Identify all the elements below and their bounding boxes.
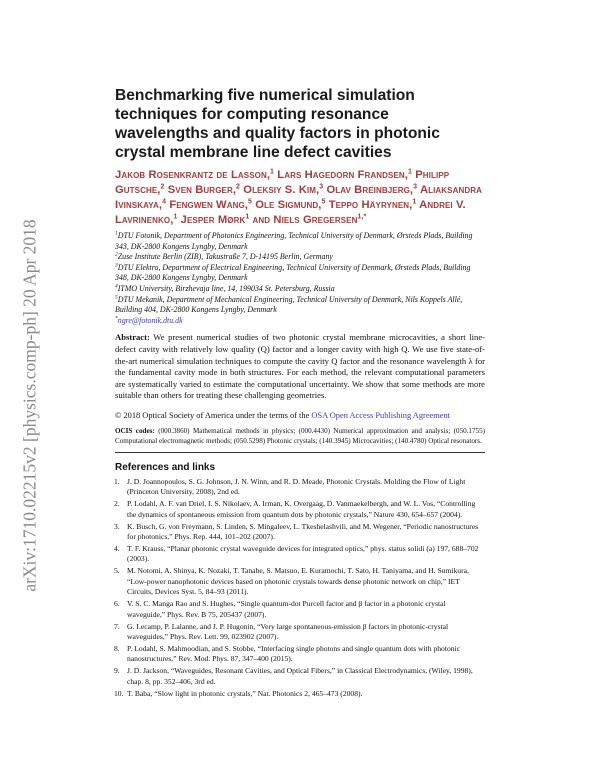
author	[253, 214, 367, 226]
affiliation-text: DTU Mekanik, Department of Mechanical Engineering, Technical University of Denmark, Nils Koppels Allé, Building 404, DK-2800 Kongens Lyngby, Denmark	[115, 294, 463, 315]
author-name: Sven Burger,	[167, 184, 237, 196]
affiliation	[115, 231, 485, 252]
author-affiliation-marker: 1	[270, 168, 275, 176]
reference-number: 9.	[114, 666, 120, 676]
reference-item	[115, 622, 485, 643]
reference-item	[115, 499, 485, 520]
author	[329, 199, 417, 211]
affiliation-text: DTU Elektro, Department of Electrical Engineering, Technical University of Denmark, Ørsteds Plads, Building 348, DK-2800 Kongens Lyngby, Denmark	[115, 262, 471, 283]
author-affiliation-marker: 5	[248, 198, 252, 206]
reference-item	[115, 522, 485, 543]
author-affiliation-marker: 1,*	[357, 213, 367, 221]
author-name: Philipp Gutsche,	[115, 169, 450, 196]
author-name: Teppo Häyrynen,	[328, 199, 413, 211]
affiliation	[115, 284, 485, 295]
author	[255, 199, 325, 211]
author-affiliation-marker: 5	[321, 198, 326, 206]
reference-text: T. Baba, “Slow light in photonic crystals,” Nat. Photonics 2, 465–473 (2008).	[127, 688, 363, 698]
reference-number: 4.	[114, 543, 120, 553]
osa-agreement-link[interactable]: OSA Open Access Publishing Agreement	[311, 410, 451, 420]
reference-text: M. Notomi, A. Shinya, K. Nozaki, T. Tanabe, S. Matsuo, E. Kuramochi, T. Sato, H. Taniyama, and H. Sumikura, “Low-power nanophotonic devices based on photonic crystals towards dense photonic network on chip,” IET Circuits, Devices Syst. 5, 84–93 (2011).	[127, 566, 469, 597]
email-link[interactable]: ngre@fotonik.dtu.dk	[117, 315, 183, 325]
reference-number: 1.	[114, 476, 120, 486]
affiliation-marker: 5	[115, 293, 118, 300]
reference-number: 5.	[114, 566, 120, 576]
affiliation-text: Zuse Institute Berlin (ZIB), Takustraße 7, D-14195 Berlin, Germany	[117, 252, 333, 262]
affiliation-marker: 4	[115, 283, 118, 290]
affiliation	[115, 295, 485, 316]
reference-number: 10.	[114, 688, 124, 698]
reference-text: P. Lodahl, S. Mahmoodian, and S. Stobbe, “Interfacing single photons and single quantum dots with photonic nanostructures,” Rev. Mod. Phys. 87, 347–400 (2015).	[127, 643, 461, 664]
section-divider	[115, 452, 485, 453]
reference-text: J. D. Joannopoulos, S. G. Johnson, J. N. Winn, and R. D. Meade, Photonic Crystals. Molding the Flow of Light (Princeton University, 2008), 2nd ed.	[127, 476, 466, 497]
arxiv-identifier-stamp: arXiv:1710.02215v2 [physics.comp-ph] 20 Apr 2018	[19, 219, 40, 592]
abstract	[115, 332, 485, 402]
reference-text: G. Lecamp, P. Lalanne, and J. P. Hugonin, “Very large spontaneous-emission β factors in photonic-crystal waveguides,” Phys. Rev. Lett. 99, 023902 (2007).	[127, 621, 449, 641]
reference-text: J. D. Jackson, “Waveguides, Resonant Cavities, and Optical Fibers,” in Classical Electrodynamics, (Wiley, 1998), chap. 8, pp. 352–406, 3rd ed.	[127, 666, 473, 686]
affiliation	[115, 263, 485, 284]
reference-item	[115, 644, 485, 665]
copyright-text: © 2018 Optical Society of America under the terms of the	[115, 410, 310, 420]
affiliation-marker: 2	[115, 251, 118, 258]
author-name: Lars Hagedorn Frandsen,	[277, 169, 408, 181]
reference-number: 2.	[114, 499, 120, 509]
reference-text: P. Lodahl, A. F. van Driel, I. S. Nikolaev, A. Irman, K. Overgaag, D. Vanmaekelbergh, and W. L. Vos, “Controlling the dynamics of spontaneous emission from quantum dots by photonic crystals,” Nature 430, 654–657 (2004).	[127, 499, 476, 519]
ocis-label: OCIS codes:	[115, 426, 155, 435]
author	[115, 169, 274, 181]
reference-number: 7.	[114, 621, 120, 631]
reference-item	[115, 666, 485, 687]
author-affiliation-marker: 3	[319, 183, 324, 191]
reference-item	[115, 477, 485, 498]
copyright-notice	[115, 410, 485, 421]
reference-item	[115, 689, 485, 699]
author-name: Jesper Mørk	[180, 214, 246, 226]
reference-text: T. F. Krauss, “Planar photonic crystal waveguide devices for integrated optics,” phys. status solidi (a) 197, 688–702 (2003).	[127, 543, 479, 564]
author	[181, 214, 250, 226]
author	[277, 169, 412, 181]
author-affiliation-marker: 1	[412, 198, 417, 206]
author-name: Andrei V. Lavrinenko,	[115, 199, 466, 226]
references-heading: References and links	[115, 461, 216, 473]
author	[243, 184, 323, 196]
author	[168, 184, 240, 196]
author-affiliation-marker: 3	[413, 183, 418, 191]
author-affiliation-marker: 1	[245, 213, 250, 221]
affiliation-text: DTU Fotonik, Department of Photonics Engineering, Technical University of Denmark, Ørsteds Plads, Building 343, DK-2800 Kongens Lyngby, Denmark	[115, 231, 473, 251]
abstract-label: Abstract:	[115, 332, 150, 343]
abstract-text: We present numerical studies of two photonic crystal membrane microcavities, a short line-defect cavity with relatively low quality (Q) factor and a longer cavity with high Q. We use five state-of-the-art numerical simulation techniques to compute the cavity Q factor and the resonance wavelength λ for the fundamental cavity mode in both structures. For each method, the relevant computational parameters are systematically varied to estimate the computational uncertainty. We show that some methods are more suitable than others for treating these challenging geometries.	[115, 332, 485, 401]
ocis-codes	[115, 426, 485, 447]
author-name: Fengwen Wang,	[169, 199, 248, 211]
paper-title: Benchmarking five numerical simulation techniques for computing resonance wavelengths and quality factors in photonic crystal membrane line defect cavities	[115, 87, 440, 161]
reference-item	[115, 544, 485, 565]
author-affiliation-marker: 2	[236, 183, 241, 191]
paper-front-page	[115, 86, 485, 701]
affiliations	[115, 231, 485, 326]
ocis-text: (000.3860) Mathematical methods in physics; (000.4430) Numerical approximation and analysis; (050.1755) Computational electromagnetic methods; (050.5298) Photonic crystals; (140.3945) Microcavities; (140.4780) Optical resonators.	[115, 426, 485, 446]
author-name: Olav Breinbjerg,	[326, 184, 414, 196]
reference-item	[115, 566, 485, 597]
author-name: Aliaksandra Ivinskaya,	[115, 184, 483, 211]
author-affiliation-marker: 1	[173, 213, 178, 221]
email-marker: *	[115, 315, 118, 322]
author-name: and Niels Gregersen	[252, 214, 358, 226]
affiliation-marker: 3	[115, 262, 118, 269]
reference-text: K. Busch, G. von Freymann, S. Linden, S. Mingaleev, L. Tkeshelashvili, and M. Wegener, “Periodic nanostructures for photonics,” Phys. Rep. 444, 101–202 (2007).	[127, 521, 479, 541]
author-name: Jakob Rosenkrantz de Lasson,	[115, 169, 271, 181]
reference-text: V. S. C. Manga Rao and S. Hughes, “Single quantum-dot Purcell factor and β factor in a photonic crystal waveguide,” Phys. Rev. B 75, 205437 (2007).	[127, 599, 446, 619]
affiliation	[115, 252, 485, 263]
author-affiliation-marker: 2	[160, 183, 165, 191]
author	[326, 184, 417, 196]
affiliation-marker: 1	[115, 230, 118, 237]
reference-number: 8.	[114, 643, 120, 653]
author-list	[115, 168, 485, 228]
corresponding-email[interactable]	[115, 316, 485, 327]
affiliation-text: ITMO University, Birzhevaja line, 14, 199034 St. Petersburg, Russia	[117, 283, 335, 293]
reference-item	[115, 599, 485, 620]
reference-list	[115, 477, 485, 699]
author	[169, 199, 252, 211]
author-name: Oleksiy S. Kim,	[243, 184, 320, 196]
author-name: Ole Sigmund,	[255, 199, 322, 211]
author-affiliation-marker: 4	[162, 198, 167, 206]
reference-number: 6.	[114, 599, 120, 609]
reference-number: 3.	[114, 521, 120, 531]
author-affiliation-marker: 1	[407, 168, 412, 176]
